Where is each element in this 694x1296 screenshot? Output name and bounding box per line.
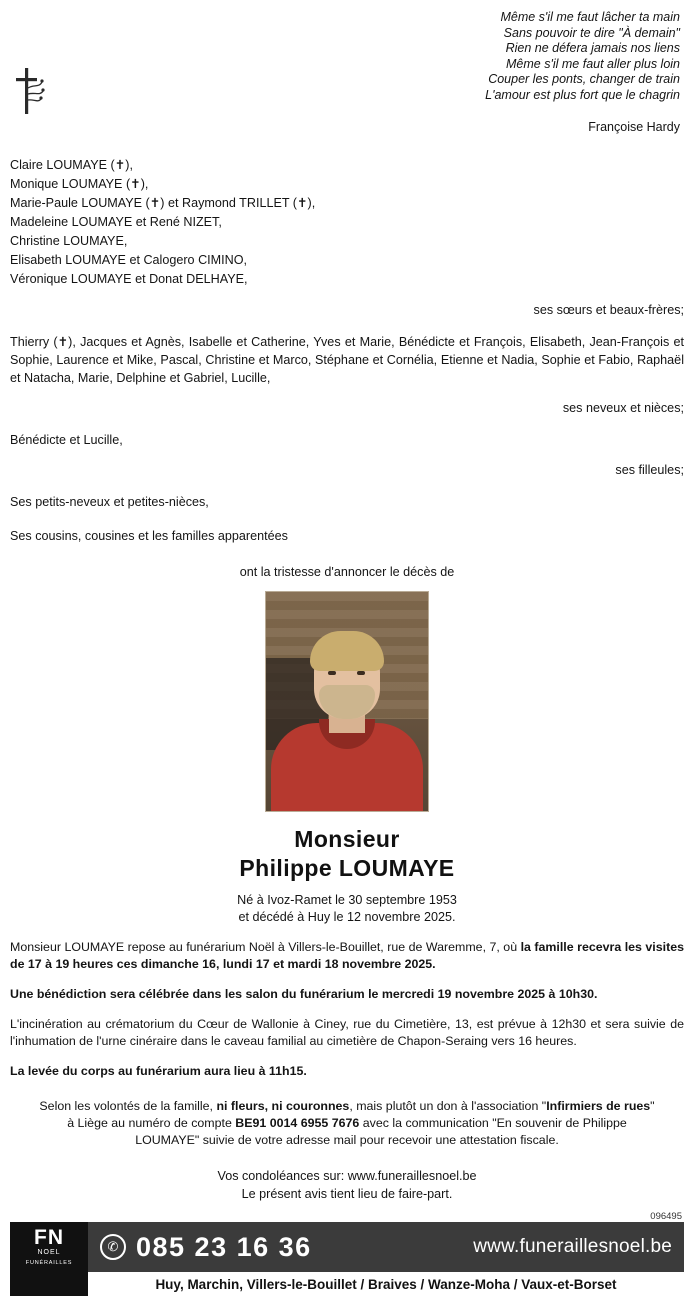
poem-block	[10, 10, 684, 103]
banner-strip-spacer	[10, 1272, 88, 1296]
goddaughters-list: Bénédicte et Lucille,	[10, 433, 123, 447]
locations-text: Huy, Marchin, Villers-le-Bouillet / Braives / Wanze-Moha / Vaux-et-Borset	[88, 1272, 684, 1296]
faire-part-line: Le présent avis tient lieu de faire-part.	[241, 1187, 453, 1201]
list-item: Véronique LOUMAYE et Donat DELHAYE,	[10, 272, 248, 286]
no-flowers-text: ni fleurs, ni couronnes	[216, 1099, 350, 1113]
funeral-home-logo	[10, 1222, 88, 1272]
association-name: Infirmiers de rues	[546, 1099, 651, 1113]
arrangement-paragraph-2	[10, 986, 684, 1003]
logo-subtitle: FUNÉRAILLES	[25, 1260, 73, 1266]
body-removal-text: La levée du corps au funérarium aura lieu à 11h15.	[10, 1064, 307, 1078]
nephews-list: Thierry (✝), Jacques et Agnès, Isabelle et Catherine, Yves et Marie, Bénédicte et François, Elisabeth, Jean-François et Sophie, Laurence et Mike, Pascal, Christine et Marco, Stéphane et Cornélia, Etienne et Nadia, Sophie et Fabio, Raphaël et Natacha, Marie, Delphine et Gabriel, Lucille,	[10, 335, 684, 385]
birth-death-dates	[10, 892, 684, 926]
donation-text: Selon les volontés de la famille,	[39, 1099, 217, 1113]
poem-line: Couper les ponts, changer de train	[488, 72, 680, 86]
arrangement-paragraph-3: L'incinération au crématorium du Cœur de Wallonie à Ciney, rue du Cimetière, 13, est prévue à 12h30 et sera suivie de l'inhumation de l'urne cinéraire dans le caveau familial au cimetière de Chapon-Seraing vers 16 heures.	[10, 1017, 684, 1048]
portrait-photo-wrap	[10, 591, 684, 812]
list-item: Elisabeth LOUMAYE et Calogero CIMINO,	[10, 253, 248, 267]
donation-text: avec la communication "En souvenir de Philippe	[359, 1116, 627, 1130]
list-item: Christine LOUMAYE,	[10, 234, 128, 248]
arrangement-visit-hours: la famille recevra les visites de 17 à 19 heures ces dimanche 16, lundi 17 et mardi 18 novembre 2025.	[10, 940, 684, 971]
donation-text: , mais plutôt un don à l'association "	[349, 1099, 547, 1113]
siblings-note: ses sœurs et beaux-frères;	[533, 303, 684, 317]
deceased-title: Monsieur	[294, 826, 400, 852]
list-item: Monique LOUMAYE (✝),	[10, 177, 149, 191]
arrangement-paragraph-1	[10, 939, 684, 973]
condolences-url-line: Vos condoléances sur: www.funeraillesnoel.be	[217, 1169, 477, 1183]
list-item: Claire LOUMAYE (✝),	[10, 158, 133, 172]
poem-line: Même s'il me faut lâcher ta main	[500, 10, 680, 24]
website-link[interactable]: www.funeraillesnoel.be	[473, 1236, 672, 1257]
arrangement-paragraph-4	[10, 1063, 684, 1080]
poem-author: Françoise Hardy	[588, 120, 680, 134]
poem-line: Sans pouvoir te dire "À demain"	[503, 25, 680, 40]
poem-line: Rien ne défera jamais nos liens	[505, 41, 680, 55]
arrangement-text: Monsieur LOUMAYE repose au funérarium Noël à Villers-le-Bouillet, rue de Waremme, 7, où	[10, 940, 521, 954]
iban-number: BE91 0014 6955 7676	[235, 1116, 360, 1130]
list-item: Marie-Paule LOUMAYE (✝) et Raymond TRILLET (✝),	[10, 196, 316, 210]
cross-icon	[12, 66, 46, 118]
donation-line-3: LOUMAYE" suivie de votre adresse mail pour recevoir une attestation fiscale.	[135, 1133, 559, 1147]
condolences-block	[10, 1167, 684, 1203]
birth-line: Né à Ivoz-Ramet le 30 septembre 1953	[237, 893, 457, 907]
deceased-name-block	[10, 826, 684, 882]
death-line: et décédé à Huy le 12 novembre 2025.	[238, 910, 456, 924]
siblings-list	[10, 156, 684, 289]
deceased-name: Philippe LOUMAYE	[239, 855, 455, 881]
poem-line: L'amour est plus fort que le chagrin	[485, 87, 680, 102]
banner-top-row	[10, 1222, 684, 1272]
cousins-line: Ses cousins, cousines et les familles apparentées	[10, 529, 288, 543]
nephews-note: ses neveux et nièces;	[562, 401, 684, 415]
donation-line-2	[10, 1115, 684, 1132]
contact-bar	[88, 1222, 684, 1272]
portrait-photo	[265, 591, 429, 812]
donation-text: à Liège au numéro de compte	[67, 1116, 236, 1130]
donation-line-1	[10, 1098, 684, 1115]
donation-block	[10, 1098, 684, 1149]
logo-name: NOEL	[37, 1249, 61, 1256]
banner-bottom-row	[10, 1272, 684, 1296]
benediction-text: Une bénédiction sera célébrée dans les salon du funérarium le mercredi 19 novembre 2025 à 10h30.	[10, 987, 598, 1001]
phone-number[interactable]: 085 23 16 36	[136, 1231, 312, 1262]
goddaughters-note: ses filleules;	[615, 463, 684, 477]
logo-initials: FN	[34, 1226, 64, 1249]
phone-icon: ✆	[100, 1234, 126, 1260]
announcement-line: ont la tristesse d'annoncer le décès de	[239, 565, 455, 579]
funeral-home-banner	[10, 1222, 684, 1296]
list-item: Madeleine LOUMAYE et René NIZET,	[10, 215, 222, 229]
poem-line: Même s'il me faut aller plus loin	[506, 56, 680, 71]
reference-number: 096495	[650, 1211, 682, 1222]
donation-text: "	[650, 1099, 655, 1113]
poem-text	[485, 10, 684, 103]
grand-nephews-line: Ses petits-neveux et petites-nièces,	[10, 495, 209, 509]
